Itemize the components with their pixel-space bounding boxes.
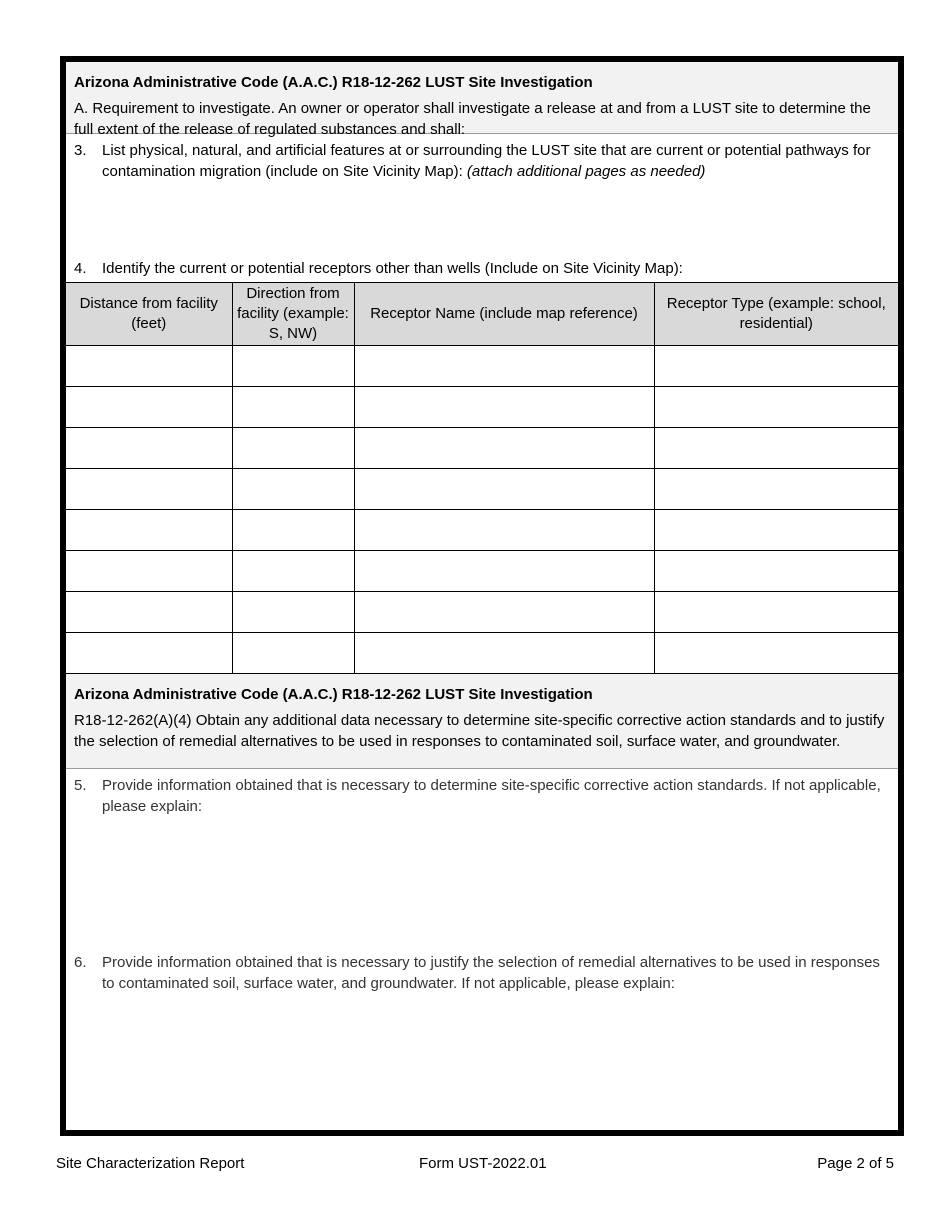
table-row	[66, 633, 898, 674]
table-header-row	[66, 283, 898, 346]
footer-report-name: Site Characterization Report	[56, 1155, 245, 1172]
cell-direction[interactable]	[232, 428, 354, 469]
cell-receptor-type[interactable]	[654, 469, 898, 510]
cell-receptor-name[interactable]	[354, 592, 654, 633]
cell-receptor-type[interactable]	[654, 428, 898, 469]
cell-receptor-name[interactable]	[354, 469, 654, 510]
question-5	[66, 769, 898, 952]
question-number: 3.	[74, 142, 87, 159]
cell-receptor-name[interactable]	[354, 633, 654, 674]
cell-distance[interactable]	[66, 510, 232, 551]
cell-receptor-name[interactable]	[354, 510, 654, 551]
question-4	[66, 258, 898, 282]
cell-receptor-type[interactable]	[654, 592, 898, 633]
cell-direction[interactable]	[232, 633, 354, 674]
section-header-site-investigation	[66, 62, 898, 138]
cell-direction[interactable]	[232, 387, 354, 428]
table-row	[66, 551, 898, 592]
cell-distance[interactable]	[66, 551, 232, 592]
question-3	[66, 134, 898, 258]
cell-receptor-type[interactable]	[654, 346, 898, 387]
table-row	[66, 592, 898, 633]
header-receptor-name: Receptor Name (include map reference)	[354, 283, 654, 346]
section-body: A. Requirement to investigate. An owner or operator shall investigate a release at and from a LUST site to determine the full extent of the release of regulated substances and shall:	[74, 100, 871, 138]
cell-direction[interactable]	[232, 551, 354, 592]
cell-receptor-type[interactable]	[654, 633, 898, 674]
attach-note: (attach additional pages as needed)	[466, 163, 706, 180]
header-receptor-type: Receptor Type (example: school, residential)	[654, 283, 898, 346]
receptors-table	[66, 282, 898, 674]
section-title: Arizona Administrative Code (A.A.C.) R18-12-262 LUST Site Investigation	[74, 74, 593, 91]
section-title: Arizona Administrative Code (A.A.C.) R18-12-262 LUST Site Investigation	[74, 686, 593, 703]
cell-receptor-type[interactable]	[654, 551, 898, 592]
cell-receptor-type[interactable]	[654, 510, 898, 551]
table-row	[66, 387, 898, 428]
cell-direction[interactable]	[232, 469, 354, 510]
cell-receptor-name[interactable]	[354, 428, 654, 469]
cell-direction[interactable]	[232, 510, 354, 551]
cell-distance[interactable]	[66, 428, 232, 469]
cell-direction[interactable]	[232, 592, 354, 633]
cell-receptor-type[interactable]	[654, 387, 898, 428]
footer-form-number: Form UST-2022.01	[419, 1155, 547, 1172]
question-3-text: List physical, natural, and artificial features at or surrounding the LUST site that are current or potential pathways for contamination migration (include on Site Vicinity Map):	[102, 142, 871, 180]
cell-distance[interactable]	[66, 387, 232, 428]
header-distance: Distance from facility (feet)	[66, 283, 232, 346]
footer-page-number: Page 2 of 5	[817, 1155, 894, 1172]
question-text: Provide information obtained that is necessary to justify the selection of remedial alternatives to be used in responses to contaminated soil, surface water, and groundwater. If not applicable, please explain:	[102, 954, 880, 992]
question-number: 5.	[74, 777, 87, 794]
section-body: R18-12-262(A)(4) Obtain any additional data necessary to determine site-specific corrective action standards and to justify the selection of remedial alternatives to be used in responses to contaminated soil, surface water, and groundwater.	[74, 712, 885, 750]
question-number: 4.	[74, 260, 87, 277]
table-row	[66, 469, 898, 510]
question-text	[102, 140, 888, 258]
cell-direction[interactable]	[232, 346, 354, 387]
cell-receptor-name[interactable]	[354, 551, 654, 592]
cell-distance[interactable]	[66, 469, 232, 510]
cell-distance[interactable]	[66, 633, 232, 674]
cell-distance[interactable]	[66, 346, 232, 387]
question-text: Identify the current or potential receptors other than wells (Include on Site Vicinity Map):	[102, 260, 683, 277]
cell-receptor-name[interactable]	[354, 346, 654, 387]
table-row	[66, 510, 898, 551]
section-header-additional-data	[66, 674, 898, 769]
question-text: Provide information obtained that is necessary to determine site-specific corrective action standards. If not applicable, please explain:	[102, 777, 881, 815]
table-row	[66, 346, 898, 387]
cell-receptor-name[interactable]	[354, 387, 654, 428]
table-row	[66, 428, 898, 469]
question-number: 6.	[74, 954, 87, 971]
form-frame	[60, 56, 904, 1136]
cell-distance[interactable]	[66, 592, 232, 633]
header-direction: Direction from facility (example: S, NW)	[232, 283, 354, 346]
question-6	[66, 952, 898, 1072]
